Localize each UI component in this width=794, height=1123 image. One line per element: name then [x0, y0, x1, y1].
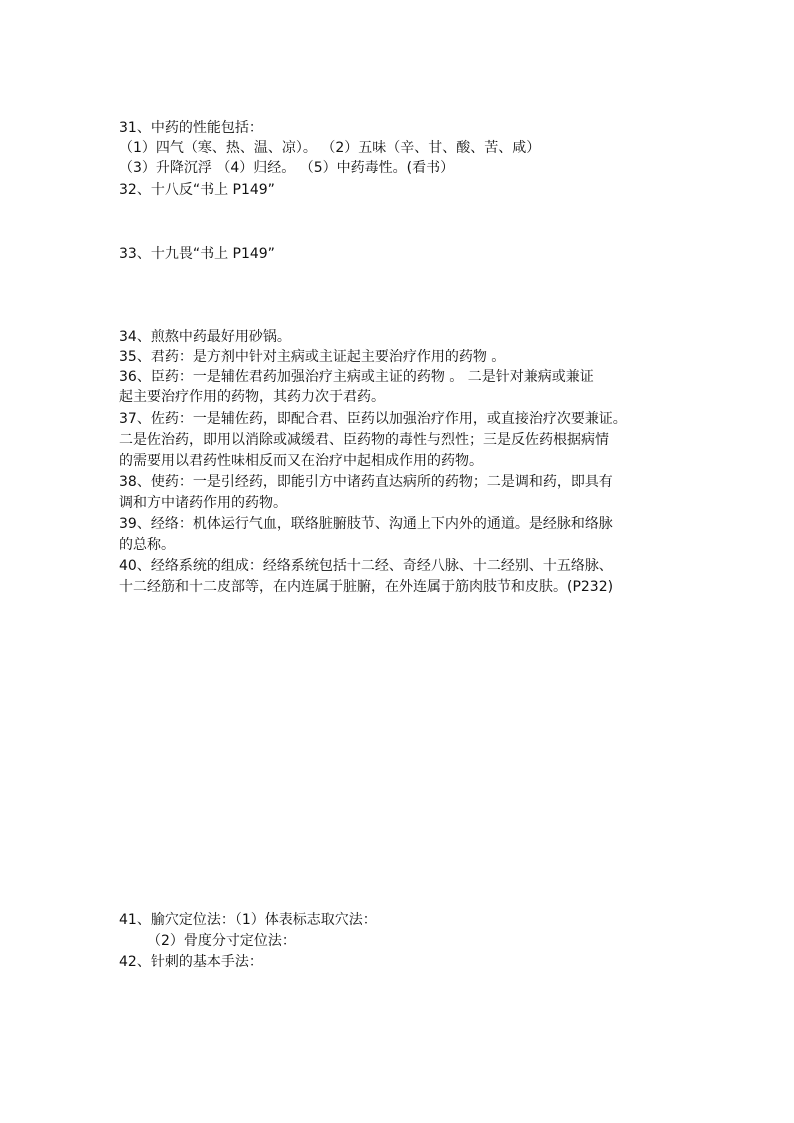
item-34: 34、煎熬中药最好用砂锅。 [119, 329, 291, 345]
item-40-line-2: 十二经筋和十二皮部等，在内连属于脏腑，在外连属于筋肉肢节和皮肤。(P232) [119, 579, 614, 595]
item-36-line-1: 36、臣药：一是辅佐君药加强治疗主病或主证的药物 。 二是针对兼病或兼证 [119, 369, 594, 385]
item-39-line-2: 的总称。 [119, 537, 175, 553]
item-31-line-2: （3）升降沉浮 （4）归经。 （5）中药毒性。(看书） [119, 160, 455, 176]
item-36-line-2: 起主要治疗作用的药物，其药力次于君药。 [119, 389, 385, 405]
item-35: 35、君药：是方剂中针对主病或主证起主要治疗作用的药物 。 [119, 349, 506, 365]
item-40-line-1: 40、经络系统的组成：经络系统包括十二经、奇经八脉、十二经别、十五络脉、 [119, 558, 613, 574]
item-41-line-2: （2）骨度分寸定位法： [147, 933, 296, 949]
item-38-line-1: 38、使药：一是引经药，即能引方中诸药直达病所的药物；二是调和药，即具有 [119, 474, 613, 490]
item-32: 32、十八反“书上 P149” [119, 182, 275, 198]
item-38-line-2: 调和方中诸药作用的药物。 [119, 495, 287, 511]
item-37-line-2: 二是佐治药，即用以消除或减缓君、臣药物的毒性与烈性；三是反佐药根据病情 [119, 432, 609, 448]
item-33: 33、十九畏“书上 P149” [119, 246, 275, 262]
item-42: 42、针刺的基本手法： [119, 954, 263, 970]
item-31-line-1: （1）四气（寒、热、温、凉）。 （2）五味（辛、甘、酸、苦、咸） [119, 140, 541, 156]
item-37-line-3: 的需要用以君药性味相反而又在治疗中起相成作用的药物。 [119, 453, 483, 469]
item-41-line-1: 41、腧穴定位法：（1）体表标志取穴法： [119, 912, 377, 928]
item-31-heading: 31、中药的性能包括： [119, 120, 263, 136]
item-39-line-1: 39、经络：机体运行气血，联络脏腑肢节、沟通上下内外的通道。是经脉和络脉 [119, 516, 613, 532]
item-37-line-1: 37、佐药：一是辅佐药，即配合君、臣药以加强治疗作用，或直接治疗次要兼证。 [119, 411, 627, 427]
